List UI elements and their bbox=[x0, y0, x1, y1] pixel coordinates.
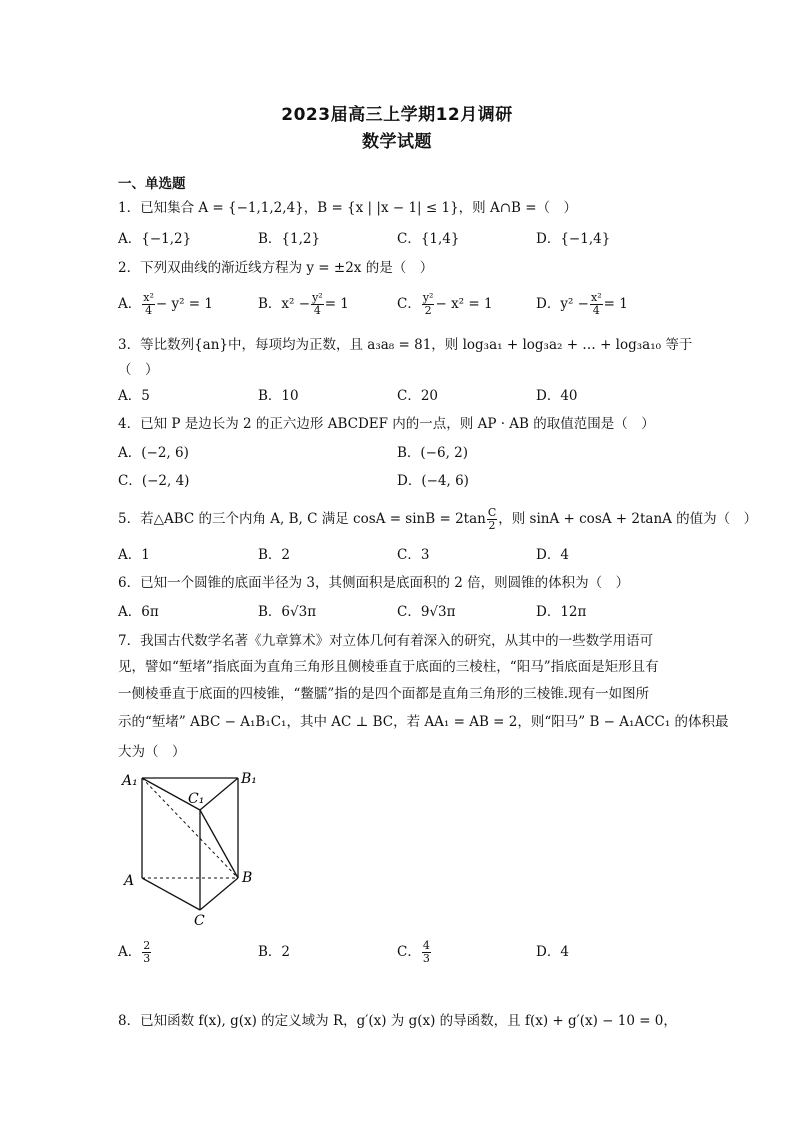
question-3-blank: （ ） bbox=[118, 362, 159, 378]
q7-c-label: C． bbox=[397, 944, 421, 960]
q2-option-b bbox=[258, 292, 349, 317]
label-b1: B₁ bbox=[241, 771, 257, 787]
q5-denominator: 2 bbox=[488, 519, 496, 532]
q1-option-a: A．{−1,2} bbox=[118, 231, 192, 247]
q2-c-fraction bbox=[422, 292, 435, 317]
q5-fraction bbox=[487, 507, 497, 532]
q4-option-c: C．(−2, 4) bbox=[118, 473, 190, 489]
q2-c-tail: − x² = 1 bbox=[435, 296, 493, 312]
q2-d-denominator: 4 bbox=[592, 304, 600, 317]
q7-option-c bbox=[397, 940, 432, 965]
q2-b-numerator: y² bbox=[312, 291, 323, 304]
q2-a-numerator: x² bbox=[143, 291, 154, 304]
q1-option-d: D．{−1,4} bbox=[536, 231, 611, 247]
q3-option-a: A．5 bbox=[118, 388, 150, 404]
question-7-line-4: 示的“堑堵” ABC − A₁B₁C₁，其中 AC ⊥ BC，若 AA₁ = AB = 2，则“阳马” B − A₁ACC₁ 的体积最 bbox=[118, 714, 729, 730]
q6-option-a: A．6π bbox=[118, 604, 159, 620]
label-b: B bbox=[242, 870, 253, 886]
q5-option-d: D．4 bbox=[536, 547, 569, 563]
prism-figure bbox=[116, 765, 276, 930]
q5-stem-post: ，则 sinA + cosA + 2tanA 的值为（ ） bbox=[498, 511, 758, 527]
q1-option-c: C．{1,4} bbox=[397, 231, 460, 247]
q2-c-denominator: 2 bbox=[424, 304, 432, 317]
edge-a-c bbox=[142, 878, 200, 910]
exam-subtitle: 数学试题 bbox=[362, 132, 432, 152]
q2-d-fraction bbox=[590, 292, 603, 317]
label-c1: C₁ bbox=[188, 791, 205, 807]
question-7-line-3: 一侧棱垂直于底面的四棱锥，“鳖臑”指的是四个面都是直角三角形的三棱锥.现有一如图所 bbox=[118, 686, 650, 702]
q2-b-label: B． bbox=[258, 296, 282, 312]
q6-option-b: B．6√3π bbox=[258, 604, 317, 620]
question-2-stem: 2．下列双曲线的渐近线方程为 y = ±2x 的是（ ） bbox=[118, 260, 434, 276]
q7-a-label: A． bbox=[118, 944, 142, 960]
q1-option-b: B．{1,2} bbox=[258, 231, 321, 247]
question-1-stem: 1．已知集合 A = {−1,1,2,4}，B = {x | |x − 1| ≤ 1}，则 A∩B =（ ） bbox=[118, 200, 578, 216]
q7-a-numerator: 2 bbox=[143, 939, 151, 952]
label-c: C bbox=[194, 913, 205, 929]
q7-a-fraction bbox=[142, 940, 151, 965]
q3-option-d: D．40 bbox=[536, 388, 578, 404]
q2-d-numerator: x² bbox=[590, 291, 602, 304]
q4-option-b: B．(−6, 2) bbox=[397, 445, 469, 461]
q6-option-c: C．9√3π bbox=[397, 604, 456, 620]
question-4-stem: 4．已知 P 是边长为 2 的正六边形 ABCDEF 内的一点，则 AP · AB 的取值范围是（ ） bbox=[118, 416, 655, 432]
q2-a-tail: − y² = 1 bbox=[155, 296, 213, 312]
q2-option-d bbox=[536, 292, 628, 317]
q7-c-fraction bbox=[422, 940, 431, 965]
q3-option-b: B．10 bbox=[258, 388, 299, 404]
q2-a-denominator: 4 bbox=[145, 304, 153, 317]
q4-option-d: D．(−4, 6) bbox=[397, 473, 469, 489]
question-3-stem: 3．等比数列{an}中，每项均为正数，且 a₃a₈ = 81，则 log₃a₁ + log₃a₂ + … + log₃a₁₀ 等于 bbox=[118, 337, 693, 353]
q5-stem-pre: 5．若△ABC 的三个内角 A, B, C 满足 cosA = sinB = 2tan bbox=[118, 511, 486, 527]
q7-option-b: B．2 bbox=[258, 944, 291, 960]
edge-c1-b1 bbox=[200, 778, 238, 810]
exam-title: 2023届高三上学期12月调研 bbox=[281, 105, 513, 125]
section-heading: 一、单选题 bbox=[118, 176, 186, 192]
q2-d-pre: y² − bbox=[560, 296, 589, 312]
edge-c-b bbox=[200, 878, 238, 910]
q2-b-denominator: 4 bbox=[313, 304, 321, 317]
question-8-stem: 8．已知函数 f(x), g(x) 的定义域为 R，g′(x) 为 g(x) 的导函数，且 f(x) + g′(x) − 10 = 0， bbox=[118, 1013, 677, 1029]
question-7-line-1: 7．我国古代数学名著《九章算术》对立体几何有着深入的研究，从其中的一些数学用语可 bbox=[118, 633, 654, 649]
q2-option-c bbox=[397, 292, 493, 317]
label-a: A bbox=[124, 873, 135, 889]
q7-c-numerator: 4 bbox=[422, 939, 430, 952]
question-5-stem bbox=[118, 507, 757, 532]
question-7-line-2: 见，譬如“堑堵”指底面为直角三角形且侧棱垂直于底面的三棱柱，“阳马”指底面是矩形且有 bbox=[118, 659, 659, 675]
q2-b-fraction bbox=[311, 292, 324, 317]
q7-c-denominator: 3 bbox=[422, 952, 430, 965]
q2-b-pre: x² − bbox=[281, 296, 311, 312]
q2-a-label: A． bbox=[118, 296, 142, 312]
q2-d-tail: = 1 bbox=[603, 296, 628, 312]
q6-option-d: D．12π bbox=[536, 604, 587, 620]
q2-a-fraction bbox=[142, 292, 155, 317]
q2-c-label: C． bbox=[397, 296, 421, 312]
q5-numerator: C bbox=[487, 506, 497, 519]
q7-a-denominator: 3 bbox=[143, 952, 151, 965]
q5-option-a: A．1 bbox=[118, 547, 150, 563]
q5-option-b: B．2 bbox=[258, 547, 291, 563]
question-7-line-5: 大为（ ） bbox=[118, 744, 186, 760]
q7-option-d: D．4 bbox=[536, 944, 569, 960]
q7-option-a bbox=[118, 940, 152, 965]
q4-option-a: A．(−2, 6) bbox=[118, 445, 189, 461]
q3-option-c: C．20 bbox=[397, 388, 439, 404]
q2-b-tail: = 1 bbox=[324, 296, 349, 312]
label-a1: A₁ bbox=[122, 773, 138, 789]
q2-c-numerator: y² bbox=[422, 291, 434, 304]
question-6-stem: 6．已知一个圆锥的底面半径为 3，其侧面积是底面积的 2 倍，则圆锥的体积为（ ） bbox=[118, 575, 630, 591]
q2-option-a bbox=[118, 292, 213, 317]
q2-d-label: D． bbox=[536, 296, 561, 312]
q5-option-c: C．3 bbox=[397, 547, 430, 563]
